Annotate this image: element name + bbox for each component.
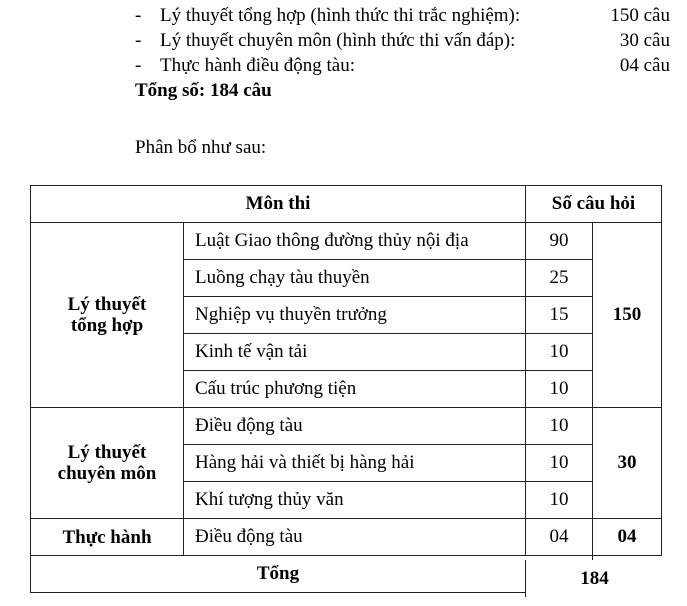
footer-total: 184: [525, 560, 663, 597]
count-cell: 10: [526, 371, 593, 408]
group-total: 150: [593, 223, 662, 408]
subject-cell: Điều động tàu: [184, 408, 526, 445]
subject-cell: Luồng chạy tàu thuyền: [184, 260, 526, 297]
count-cell: 90: [526, 223, 593, 260]
summary-item-count: 30 câu: [619, 30, 670, 51]
group-name: Thực hành: [31, 519, 184, 556]
table-header-row: [31, 186, 662, 223]
subject-cell: Hàng hải và thiết bị hàng hải: [184, 445, 526, 482]
header-subject: Môn thi: [31, 186, 526, 223]
footer-label: Tổng: [31, 556, 593, 593]
group-total: 04: [593, 519, 662, 556]
summary-item-label: Lý thuyết tổng hợp (hình thức thi trắc nghiệm):: [160, 5, 521, 26]
count-cell: 10: [526, 334, 593, 371]
summary-item-count: 04 câu: [619, 55, 670, 76]
bullet: -: [135, 30, 142, 51]
subject-cell: Nghiệp vụ thuyền trưởng: [184, 297, 526, 334]
group-name: [31, 408, 184, 519]
bullet: -: [135, 5, 142, 26]
summary-item-label: Thực hành điều động tàu:: [160, 55, 355, 76]
allocation-table: [30, 185, 662, 593]
group-name-line: Lý thuyết: [67, 442, 147, 463]
count-cell: 25: [526, 260, 593, 297]
subject-cell: Điều động tàu: [184, 519, 526, 556]
bullet: -: [135, 55, 142, 76]
summary-item-label: Lý thuyết chuyên môn (hình thức thi vấn đáp):: [160, 30, 516, 51]
table-row: [31, 223, 662, 260]
count-cell: 10: [526, 408, 593, 445]
summary-item-count: 150 câu: [610, 5, 670, 26]
intro-text: Phân bổ như sau:: [135, 137, 267, 158]
header-count: Số câu hỏi: [526, 186, 662, 223]
group-name-line: Lý thuyết: [67, 294, 147, 315]
subject-cell: Kinh tế vận tải: [184, 334, 526, 371]
table-row: [31, 519, 662, 556]
group-name: [31, 223, 184, 408]
subject-cell: Luật Giao thông đường thủy nội địa: [184, 223, 526, 260]
group-name-line: chuyên môn: [57, 463, 157, 484]
group-name-line: tổng hợp: [70, 315, 144, 336]
table-row: [31, 408, 662, 445]
subject-cell: Cấu trúc phương tiện: [184, 371, 526, 408]
subject-cell: Khí tượng thủy văn: [184, 482, 526, 519]
count-cell: 15: [526, 297, 593, 334]
group-total: 30: [593, 408, 662, 519]
count-cell: 10: [526, 482, 593, 519]
count-cell: 04: [526, 519, 593, 556]
summary-total: Tổng số: 184 câu: [135, 80, 272, 101]
count-cell: 10: [526, 445, 593, 482]
